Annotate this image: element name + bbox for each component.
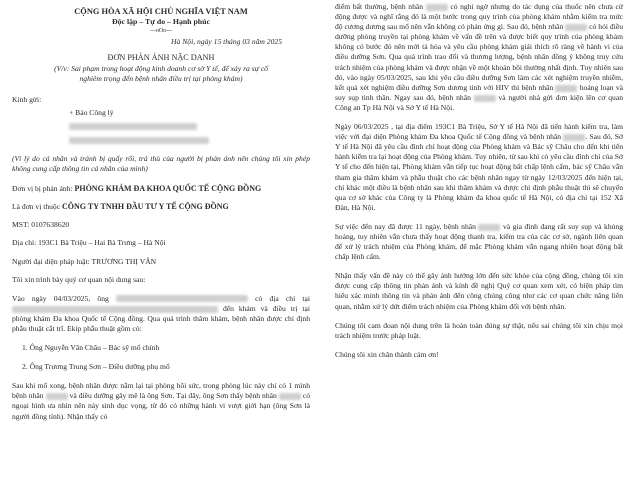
r1-part-c: có hỏi điều dưỡng phòng truyền tại phòng khám về vấn đề trên và được biết quy trình của phòng khám không có bước đó nên mới tá hỏa và yêu cầu phòng khám giải thích rõ ràng về hành vi của điều dưỡng Sơn. Qua quá trình trao đổi và thương lượng, bệnh nhân đồng ý không truy cứu trách nhiệm của phòng khám và được nhận về một khoản bồi thường nhất định. Tuy nhiên sau đó, vào ngày 05/03/2025, sau khi yêu cầu điều dưỡng Sơn làm các xét nghiệm truyền nhiễm, kết quả xét nghiệm điều dưỡng Sơn dương tính với HIV thì bệnh nhân [335, 22, 624, 92]
parent-label: Là đơn vị thuộc [12, 202, 61, 212]
r2-part-b: . Sau đó, Sở Y tế Hà Nội đã yêu cầu đình chỉ hoạt động của Phòng khám và Bác sỹ Châu cho đến khi tiến hành kiểm tra lại hoạt động của Phòng khám. Tuy nhiên, từ sau khi có yêu cầu đình chỉ của Sở Y tế cho đến hiện tại, Phòng khám vẫn tiếp tục hoạt động bất chấp lệnh cấm, bác sỹ Châu vẫn tham gia thăm khám và phẫu thuật cho các bệnh nhân ngay từ ngày 12/03/2025 đến hiện tại, chỉ khác một điều là bệnh nhân sau khi thăm khám và được chỉ định phẫu thuật thì sẽ chuyển qua cơ sở khác của Công ty là Phòng khám đa khoa quốc tế Hà Nội, có địa chỉ tại 152 Xã Đàn, Hà Nội. [335, 132, 623, 212]
country-name: CỘNG HÒA XÃ HỘI CHỦ NGHĨA VIỆT NAM [74, 7, 248, 16]
redacted-name [555, 85, 577, 92]
r1-part-d: hoảng loạn và suy sụp tinh thần. Ngay sau đó, bệnh nhân [335, 82, 623, 102]
left-column [12, 0, 310, 422]
paragraph-incident [12, 381, 310, 421]
entity-name: PHÒNG KHÁM ĐA KHOA QUỐC TẾ CỘNG ĐỒNG [74, 184, 262, 194]
ornament-divider: ---oOo--- [149, 28, 173, 35]
intro-sentence: Tôi xin trình bày quý cơ quan nội dung sau: [12, 274, 146, 284]
paragraph-request: Nhận thấy vấn đề này có thể gây ảnh hưởng lớn đến sức khỏe của cộng đồng, chúng tôi xin được cung cấp thông tin phản ánh và kính đề nghị Quý cơ quan xem xét, có biện pháp tìm hiểu xác minh thông tin và phản ánh đến công chúng cũng như các cơ quan chức năng liên quan, nhằm xử lý dứt điểm trách nhiệm của Phòng khám đối với bệnh nhân. [335, 271, 623, 311]
redacted-name [279, 393, 301, 400]
place-date: Hà Nội, ngày 15 tháng 03 năm 2025 [171, 37, 282, 47]
r1-part-b: có nghi ngờ nhưng do tác dụng của thuốc nên chưa cử động được và nghĩ rằng đó là một bước trong quy trình của phòng khám nhằm kiểm tra mức độ cương dương sau mổ nên vẫn không có phản ứng gì. Sau đó, bệnh nhân [335, 2, 624, 32]
paragraph-suspicion [335, 2, 623, 113]
r2-part-a: Ngày 06/03/2025 , tại địa điểm 193C1 Bà Triệu, Sở Y tế Hà Nội đã tiến hành kiểm tra, làm việc với đại diện Phòng khám Đa khoa Quốc tế Cộng đồng và bệnh nhân [335, 122, 623, 142]
r1-part-a: điểm bất thường, bệnh nhân [335, 2, 424, 11]
redacted-name [46, 393, 68, 400]
r3-part-b: và gia đình đang rất suy sụp và khủng hoảng, tuy nhiên vẫn chưa thấy hoạt động thanh tra, kiểm tra của các cơ sở, ngành liên quan để xử lý trách nhiệm của Phòng khám, để mặc Phòng khám vẫn ngang nhiên hoạt động bất chấp lệnh cấm. [335, 221, 624, 262]
p1-part-c: đến khám và điều trị tại phòng khám Đa khoa Quốc tế Cộng đồng. Qua quá trình thăm khám, bệnh nhân được chỉ định phẫu thuật cắt trĩ. Ekip phẫu thuật gồm có: [12, 303, 310, 333]
p2-part-c: có ngoại hình ưa nhìn nên nảy sinh dục vọng, từ đó có những hành vi vượt giới hạn (ông Sơn là người đồng tính). Nhận thấy có [12, 391, 311, 421]
parent-name: CÔNG TY TNHH ĐẦU TƯ Y TẾ CỘNG ĐỒNG [62, 202, 229, 212]
tax-code: MST: 0107638620 [12, 220, 70, 230]
recipient-1: + Bảo Công lý [69, 107, 114, 117]
paragraph-visit [12, 294, 310, 334]
redacted-name [474, 95, 496, 102]
redacted-name [565, 24, 587, 31]
p2-part-b: và điều dưỡng gây mê là ông Sơn. Tại đây, ông Sơn thấy bệnh nhân [69, 391, 277, 401]
recipient-3-redacted [12, 135, 310, 145]
r3-part-a: Sự việc đến nay đã được 11 ngày, bệnh nhân [335, 221, 476, 231]
redacted-address [12, 306, 218, 313]
p1-part-a: Vào ngày 04/03/2025, ông [12, 293, 109, 303]
doctor-1: 1. Ông Nguyễn Văn Châu – Bác sỹ mổ chính [22, 343, 160, 353]
p1-part-b: có địa chỉ tại [255, 293, 310, 303]
entity-label: Đơn vị bị phản ánh: [12, 184, 73, 194]
privacy-note: (Vì lý do cá nhân và tránh bị quấy rối, trả thù của người bị phản ánh nên chúng tôi xin phép không cung cấp thông tin cá nhân của mình) [12, 153, 310, 174]
document-title: ĐƠN PHẢN ÁNH NẶC DANH [107, 53, 215, 63]
right-column [335, 0, 623, 360]
p2-part-a: Sau khi mổ xong, bệnh nhân được nằm lại tại phòng hồi sức, trong phòng lúc này chỉ có 1 mình bệnh nhân [12, 381, 310, 401]
recipients-label: Kính gửi: [12, 94, 42, 104]
r1-part-e: và người nhà gửi đơn kiện lên cơ quan Công an Tp Hà Nội và Sở Y tế Hà Nội. [335, 92, 623, 112]
redacted-name [116, 295, 248, 302]
entity-address: Địa chỉ: 193C1 Bà Triệu – Hai Bà Trưng – Hà Nội [12, 238, 166, 248]
closing-thanks: Chúng tôi xin chân thành cảm ơn! [335, 349, 439, 359]
paragraph-inspection [335, 122, 623, 213]
national-motto: Độc lập – Tự do – Hạnh phúc [112, 17, 210, 27]
paragraph-current-state [335, 222, 623, 262]
recipient-2-redacted [12, 121, 310, 131]
paragraph-commitment: Chúng tôi cam đoan nội dung trên là hoàn toàn đúng sự thật, nếu sai chúng tôi xin chịu mọi trách nhiệm trước pháp luật. [335, 320, 623, 340]
entity-line [12, 184, 310, 194]
redacted-name [563, 134, 585, 141]
doctor-2: 2. Ông Trương Trung Sơn – Điều dưỡng phụ mổ [22, 362, 170, 372]
document-subject: (V/v: Sai phạm trong hoạt động kinh doanh cơ sở Y tế, để xảy ra sự cố nghiêm trọng đến bệnh nhân điều trị tại phòng khám) [54, 64, 268, 84]
redacted-name [478, 224, 500, 231]
redacted-name [426, 4, 448, 11]
parent-company-line [12, 202, 310, 212]
legal-representative: Người đại diện pháp luật: TRƯƠNG THỊ VÂN [12, 256, 157, 266]
